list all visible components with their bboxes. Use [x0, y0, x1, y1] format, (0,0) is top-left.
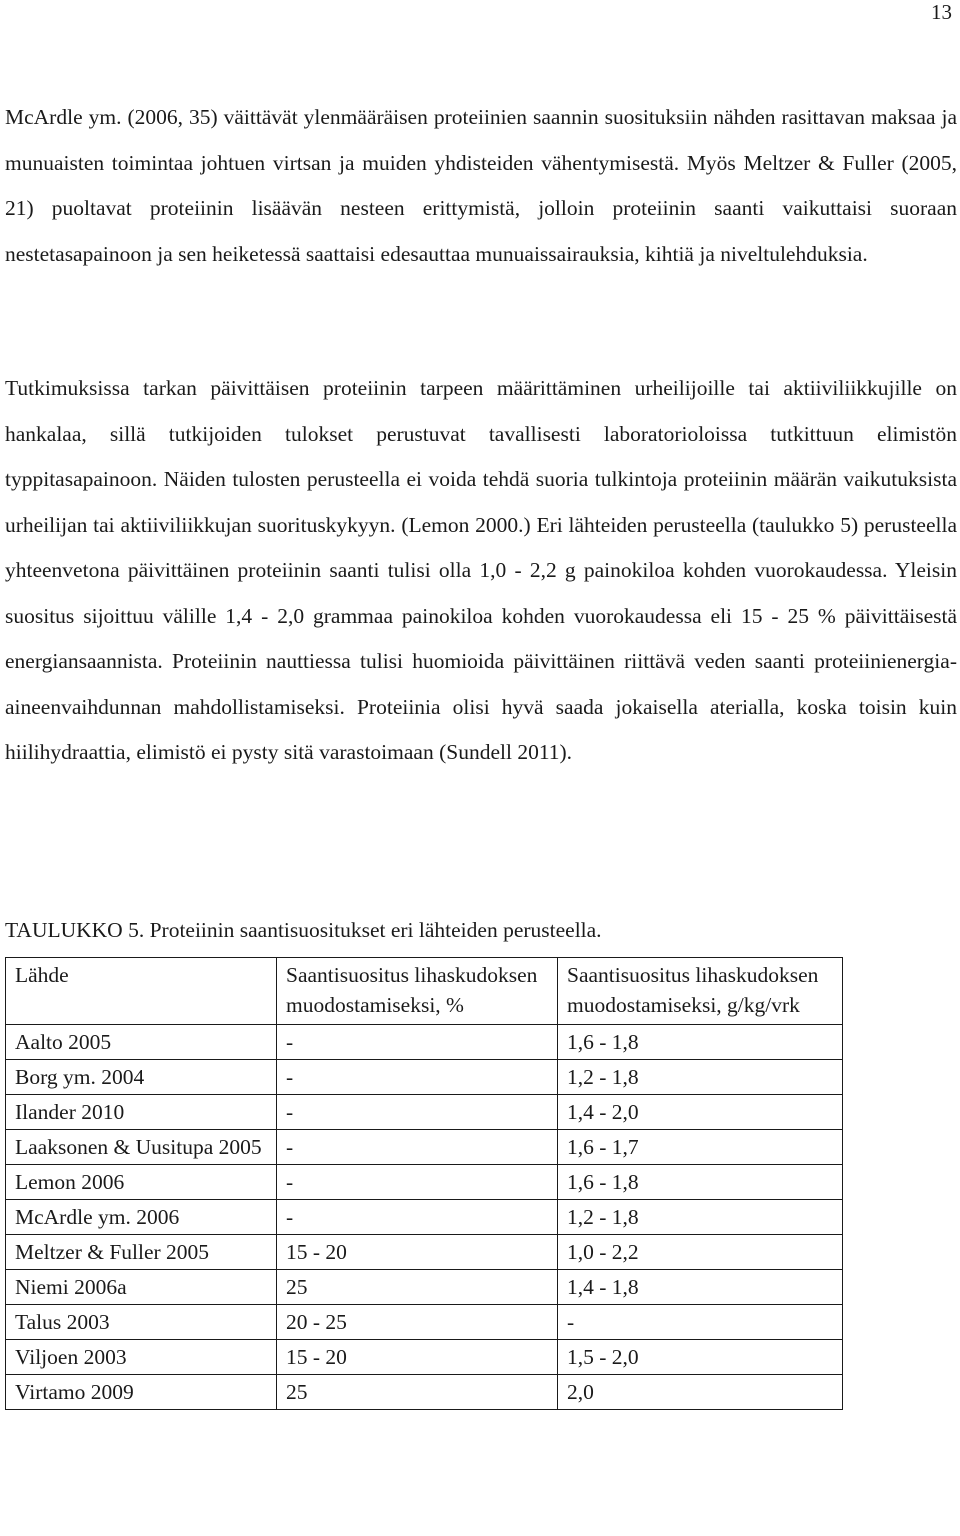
table-row [6, 1375, 843, 1410]
cell-gkg: 1,4 - 2,0 [558, 1095, 843, 1130]
cell-percent: 20 - 25 [277, 1305, 558, 1340]
cell-percent: - [277, 1165, 558, 1200]
table-row [6, 1025, 843, 1060]
cell-gkg: 1,0 - 2,2 [558, 1235, 843, 1270]
cell-source: McArdle ym. 2006 [6, 1200, 277, 1235]
table-row [6, 1130, 843, 1165]
cell-gkg: 2,0 [558, 1375, 843, 1410]
page-number: 13 [931, 0, 952, 24]
table-row [6, 1060, 843, 1095]
table-row [6, 1095, 843, 1130]
protein-recommendations-table [5, 957, 843, 1410]
table-row [6, 1270, 843, 1305]
header-percent: Saantisuositus lihaskudoksen muodostamiseksi, % [277, 958, 558, 1025]
cell-source: Talus 2003 [6, 1305, 277, 1340]
header-gkg: Saantisuositus lihaskudoksen muodostamiseksi, g/kg/vrk [558, 958, 843, 1025]
cell-source: Niemi 2006a [6, 1270, 277, 1305]
table-row [6, 1165, 843, 1200]
cell-percent: 25 [277, 1270, 558, 1305]
cell-gkg: 1,2 - 1,8 [558, 1200, 843, 1235]
cell-gkg: 1,4 - 1,8 [558, 1270, 843, 1305]
cell-source: Virtamo 2009 [6, 1375, 277, 1410]
table-row [6, 1305, 843, 1340]
cell-source: Viljoen 2003 [6, 1340, 277, 1375]
table-header-row [6, 958, 843, 1025]
table-row [6, 1340, 843, 1375]
cell-gkg: 1,6 - 1,8 [558, 1165, 843, 1200]
body-paragraph: McArdle ym. (2006, 35) väittävät ylenmääräisen proteiinien saannin suosituksiin nähden rasittavan maksaa ja munuaisten toimintaa johtuen virtsan ja muiden yhdisteiden vähentymisestä. Myös Meltzer & Fuller (2005, 21) puoltavat proteiinin lisäävän nesteen erittymistä, jolloin proteiinin saanti vaikuttaisi suoraan nestetasapainoon ja sen heiketessä saattaisi edesauttaa munuaissairauksia, kihtiä ja niveltulehduksia. [5, 105, 957, 266]
body-paragraph: Tutkimuksissa tarkan päivittäisen proteiinin tarpeen määrittäminen urheilijoille tai aktiiviliikkujille on hankalaa, sillä tutkijoiden tulokset perustuvat tavallisesti laboratorioloissa tutkittuun elimistön typpitasapainoon. Näiden tulosten perusteella ei voida tehdä suoria tulkintoja proteiinin määrän vaikutuksista urheilijan tai aktiiviliikkujan suorituskykyyn. (Lemon 2000.) Eri lähteiden perusteella (taulukko 5) perusteella yhteenvetona päivittäinen proteiinin saanti tulisi olla 1,0 - 2,2 g painokiloa kohden vuorokaudessa. Yleisin suositus sijoittuu välille 1,4 - 2,0 grammaa painokiloa kohden vuorokaudessa eli 15 - 25 % päivittäisestä energiansaannista. Proteiinin nauttiessa tulisi huomioida päivittäinen riittävä veden saanti proteiinienergia-aineenvaihdunnan mahdollistamiseksi. Proteiinia olisi hyvä saada jokaisella aterialla, koska toisin kuin hiilihydraattia, elimistö ei pysty sitä varastoimaan (Sundell 2011). [5, 376, 957, 764]
cell-gkg: 1,6 - 1,8 [558, 1025, 843, 1060]
cell-percent: 15 - 20 [277, 1340, 558, 1375]
cell-source: Aalto 2005 [6, 1025, 277, 1060]
cell-percent: - [277, 1130, 558, 1165]
cell-percent: 15 - 20 [277, 1235, 558, 1270]
cell-source: Lemon 2006 [6, 1165, 277, 1200]
table-row [6, 1200, 843, 1235]
cell-percent: - [277, 1200, 558, 1235]
cell-gkg: 1,5 - 2,0 [558, 1340, 843, 1375]
cell-source: Meltzer & Fuller 2005 [6, 1235, 277, 1270]
cell-source: Borg ym. 2004 [6, 1060, 277, 1095]
cell-gkg: 1,2 - 1,8 [558, 1060, 843, 1095]
header-source: Lähde [6, 958, 277, 1025]
cell-percent: - [277, 1025, 558, 1060]
table-row [6, 1235, 843, 1270]
cell-source: Ilander 2010 [6, 1095, 277, 1130]
table-caption: TAULUKKO 5. Proteiinin saantisuositukset eri lähteiden perusteella. [5, 918, 602, 942]
cell-percent: 25 [277, 1375, 558, 1410]
cell-percent: - [277, 1095, 558, 1130]
cell-source: Laaksonen & Uusitupa 2005 [6, 1130, 277, 1165]
cell-percent: - [277, 1060, 558, 1095]
cell-gkg: - [558, 1305, 843, 1340]
cell-gkg: 1,6 - 1,7 [558, 1130, 843, 1165]
